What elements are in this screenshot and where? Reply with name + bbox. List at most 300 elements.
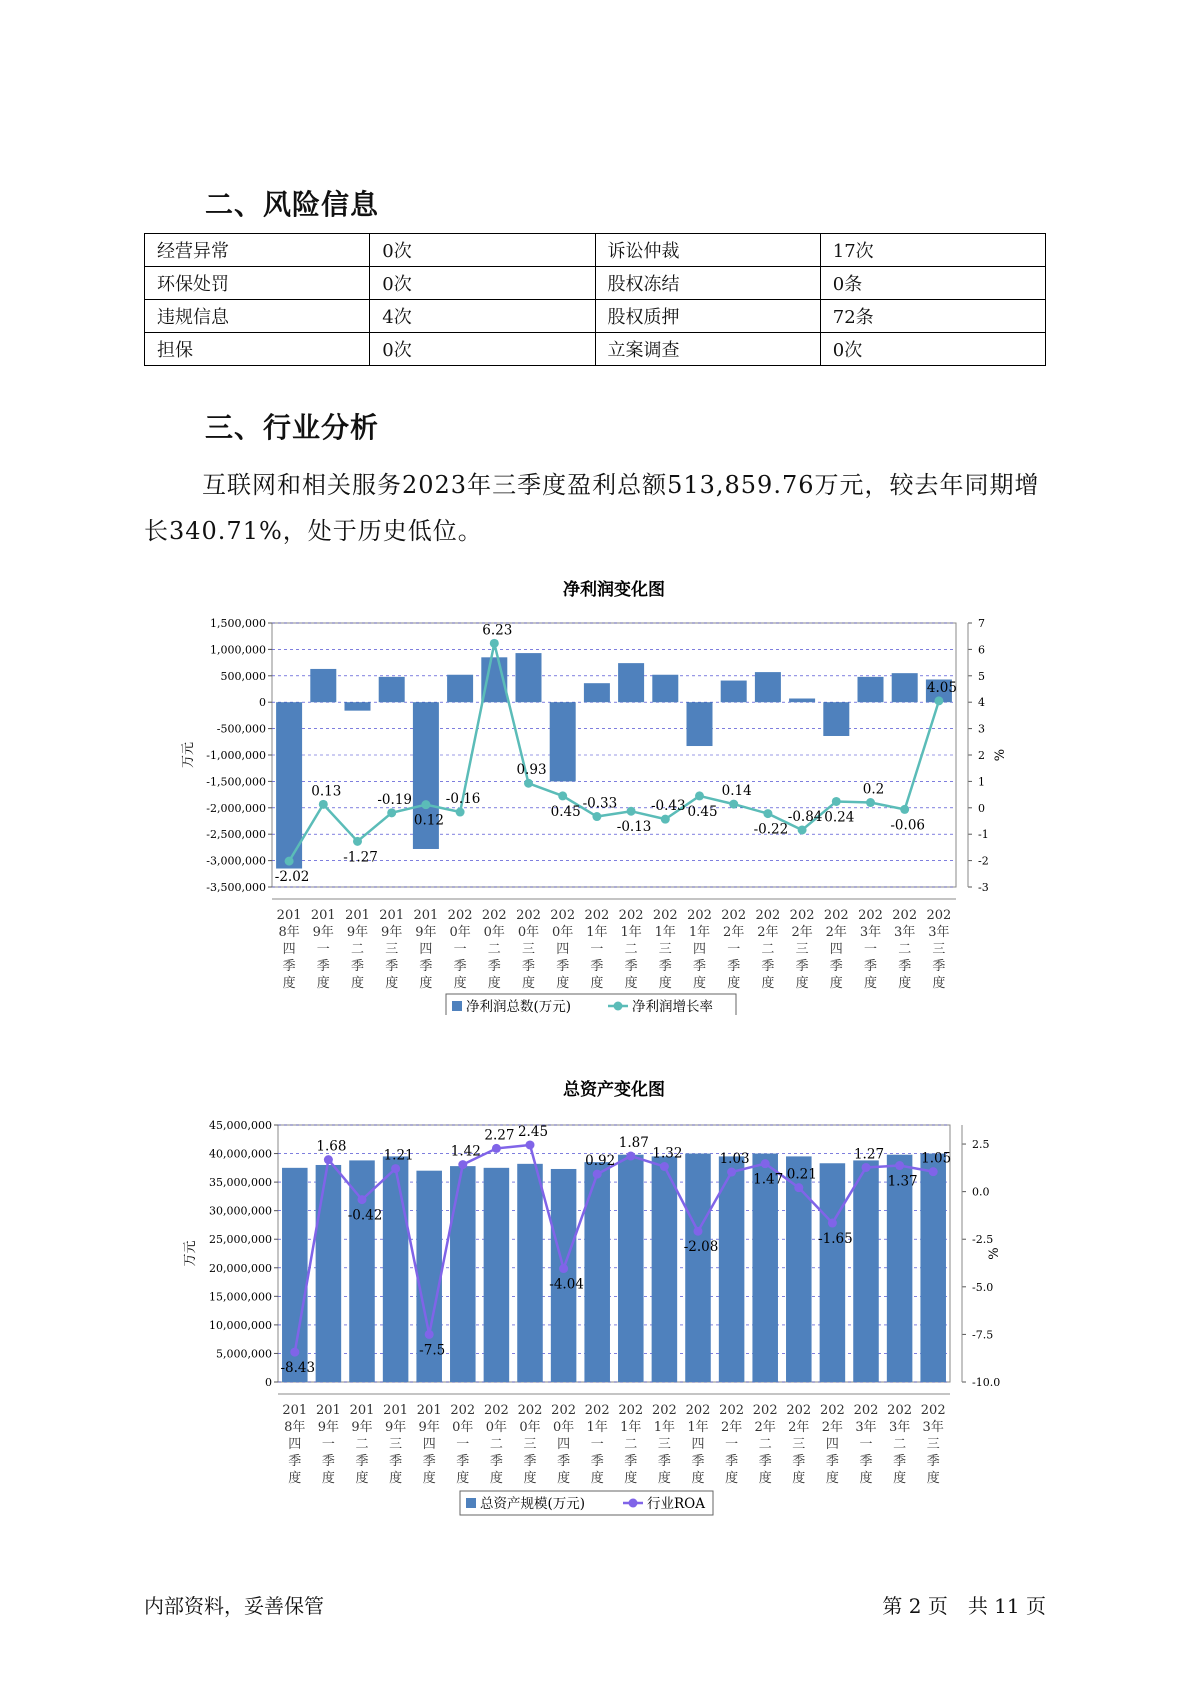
x-tick-label: 度 bbox=[926, 1471, 940, 1486]
line-point-17 bbox=[828, 1219, 837, 1228]
bar-18 bbox=[853, 1160, 879, 1382]
x-tick-label: 201 bbox=[315, 1403, 341, 1418]
x-tick-label: 0年 bbox=[485, 1420, 508, 1435]
y-tick-label: -500,000 bbox=[216, 722, 266, 736]
y-tick-label: -3,000,000 bbox=[206, 854, 266, 868]
x-tick-label: 二 bbox=[893, 1437, 907, 1452]
data-label: 6.23 bbox=[482, 622, 513, 639]
bar-10 bbox=[584, 683, 610, 702]
x-tick-label: 季 bbox=[859, 1454, 873, 1469]
x-tick-label: 0年 bbox=[552, 1420, 575, 1435]
x-tick-label: 度 bbox=[389, 1471, 403, 1486]
y2-tick-label: -10.0 bbox=[972, 1376, 1001, 1389]
risk-item-label: 环保处罚 bbox=[145, 267, 370, 300]
x-tick-label: 9年 bbox=[418, 1420, 440, 1435]
legend-line-label: 行业ROA bbox=[647, 1496, 705, 1512]
x-tick-label: 202 bbox=[450, 1403, 476, 1418]
y-axis-label: 万元 bbox=[183, 1240, 198, 1267]
x-tick-label: 202 bbox=[618, 1403, 644, 1418]
data-label: 0.45 bbox=[550, 803, 581, 820]
chart-title: 净利润变化图 bbox=[563, 580, 665, 600]
x-tick-label: 季 bbox=[691, 1454, 705, 1469]
x-tick-label: 度 bbox=[487, 976, 501, 991]
x-tick-label: 度 bbox=[453, 976, 467, 991]
y-tick-label: 0 bbox=[265, 1376, 272, 1389]
x-tick-label: 季 bbox=[893, 1454, 907, 1469]
x-tick-label: 201 bbox=[276, 908, 302, 923]
x-tick-label: 季 bbox=[419, 959, 433, 974]
y2-axis-label: % bbox=[987, 1247, 1002, 1260]
x-tick-label: 度 bbox=[795, 976, 809, 991]
bar-16 bbox=[789, 699, 815, 703]
x-tick-label: 度 bbox=[489, 1471, 503, 1486]
bar-11 bbox=[618, 663, 644, 702]
bar-8 bbox=[516, 653, 542, 702]
x-tick-label: 季 bbox=[456, 1454, 470, 1469]
data-label: 0.13 bbox=[311, 783, 342, 800]
x-tick-label: 季 bbox=[792, 1454, 806, 1469]
x-tick-label: 二 bbox=[489, 1437, 503, 1452]
x-tick-label: 202 bbox=[517, 1403, 543, 1418]
x-tick-label: 202 bbox=[920, 1403, 946, 1418]
line-point-18 bbox=[862, 1163, 871, 1172]
x-tick-label: 四 bbox=[419, 942, 433, 957]
x-tick-label: 度 bbox=[422, 1471, 436, 1486]
data-label: -0.33 bbox=[582, 795, 618, 812]
risk-item-label: 违规信息 bbox=[145, 300, 370, 333]
x-tick-label: 201 bbox=[416, 1403, 442, 1418]
risk-item-value: 0次 bbox=[370, 267, 595, 300]
x-tick-label: 度 bbox=[727, 976, 741, 991]
line-point-20 bbox=[934, 696, 943, 705]
x-tick-label: 季 bbox=[725, 1454, 739, 1469]
data-label: -0.42 bbox=[347, 1207, 383, 1224]
x-tick-label: 度 bbox=[691, 1471, 705, 1486]
x-tick-label: 202 bbox=[651, 1403, 677, 1418]
x-tick-label: 2年 bbox=[723, 925, 745, 940]
x-tick-label: 202 bbox=[719, 1403, 745, 1418]
data-label: 0.2 bbox=[862, 781, 885, 798]
x-tick-label: 季 bbox=[487, 959, 501, 974]
bar-6 bbox=[450, 1166, 476, 1382]
risk-item-value: 4次 bbox=[370, 300, 595, 333]
y-tick-label: -1,500,000 bbox=[206, 775, 266, 789]
data-label: 0.12 bbox=[413, 812, 444, 829]
data-label: -0.13 bbox=[616, 819, 652, 836]
y-tick-label: 1,500,000 bbox=[210, 617, 266, 630]
bar-9 bbox=[550, 702, 576, 781]
x-tick-label: 季 bbox=[658, 959, 672, 974]
y2-axis-label: % bbox=[993, 748, 1008, 762]
bar-20 bbox=[920, 1154, 946, 1382]
x-tick-label: 201 bbox=[383, 1403, 409, 1418]
x-tick-label: 202 bbox=[755, 908, 781, 923]
line-point-7 bbox=[490, 639, 499, 648]
line-point-1 bbox=[285, 857, 294, 866]
x-tick-label: 度 bbox=[521, 976, 536, 991]
y2-tick-label: 0.0 bbox=[972, 1185, 990, 1199]
x-tick-label: 二 bbox=[624, 1437, 638, 1452]
x-tick-label: 202 bbox=[687, 908, 712, 923]
x-tick-label: 季 bbox=[321, 1454, 335, 1469]
x-tick-label: 度 bbox=[288, 1471, 302, 1486]
x-tick-label: 2年 bbox=[754, 1420, 776, 1435]
x-tick-label: 2年 bbox=[821, 1420, 844, 1435]
y2-tick-label: 1 bbox=[978, 775, 985, 789]
x-tick-label: 3年 bbox=[928, 925, 950, 940]
bar-12 bbox=[652, 1156, 678, 1382]
data-label: 0.92 bbox=[585, 1153, 616, 1170]
line-point-12 bbox=[660, 1162, 669, 1171]
x-tick-label: 一 bbox=[453, 942, 467, 957]
y2-tick-label: -2 bbox=[978, 854, 989, 868]
line-point-2 bbox=[324, 1155, 333, 1164]
legend-bar-swatch bbox=[452, 1001, 462, 1011]
x-tick-label: 季 bbox=[932, 959, 946, 974]
y2-tick-label: 3 bbox=[978, 722, 985, 736]
x-tick-label: 1年 bbox=[688, 925, 711, 940]
bar-15 bbox=[755, 672, 781, 702]
legend-line-marker bbox=[614, 1002, 623, 1011]
x-tick-label: 度 bbox=[898, 976, 912, 991]
risk-info-table bbox=[144, 233, 1046, 366]
x-tick-label: 季 bbox=[829, 959, 843, 974]
x-tick-label: 季 bbox=[288, 1454, 302, 1469]
data-label: 1.03 bbox=[719, 1151, 750, 1168]
x-tick-label: 四 bbox=[825, 1437, 839, 1452]
line-point-18 bbox=[866, 798, 875, 807]
risk-item-value: 17次 bbox=[820, 234, 1045, 267]
x-tick-label: 202 bbox=[926, 908, 952, 923]
x-tick-label: 度 bbox=[385, 976, 399, 991]
x-tick-label: 季 bbox=[926, 1454, 940, 1469]
data-label: -0.19 bbox=[377, 791, 413, 808]
y2-tick-label: 2.5 bbox=[972, 1138, 990, 1152]
data-label: 4.05 bbox=[926, 679, 957, 696]
x-tick-label: 度 bbox=[456, 1471, 470, 1486]
industry-analysis-paragraph: 互联网和相关服务2023年三季度盈利总额513,859.76万元，较去年同期增长340.71%，处于历史低位。 bbox=[144, 471, 1040, 545]
data-label: 1.21 bbox=[383, 1147, 414, 1164]
line-point-19 bbox=[895, 1161, 904, 1170]
x-tick-label: 季 bbox=[692, 959, 707, 974]
data-label: 1.27 bbox=[853, 1146, 885, 1163]
line-point-4 bbox=[391, 1164, 400, 1173]
data-label: 0.93 bbox=[516, 762, 547, 779]
line-point-5 bbox=[425, 1330, 434, 1339]
y2-tick-label: 0 bbox=[978, 801, 985, 815]
x-tick-label: 度 bbox=[523, 1471, 537, 1486]
x-tick-label: 度 bbox=[624, 976, 638, 991]
y-tick-label: 10,000,000 bbox=[209, 1318, 272, 1332]
x-tick-label: 度 bbox=[792, 1471, 806, 1486]
x-tick-label: 度 bbox=[590, 976, 604, 991]
x-tick-label: 2年 bbox=[791, 925, 813, 940]
x-tick-label: 1年 bbox=[586, 1420, 608, 1435]
x-tick-label: 三 bbox=[795, 942, 809, 957]
x-tick-label: 四 bbox=[557, 1437, 571, 1452]
y2-tick-label: -7.5 bbox=[972, 1328, 994, 1342]
bar-15 bbox=[752, 1154, 778, 1382]
x-tick-label: 二 bbox=[624, 942, 638, 957]
y-tick-label: 20,000,000 bbox=[209, 1261, 272, 1275]
risk-table-row bbox=[145, 267, 1046, 300]
x-tick-label: 季 bbox=[422, 1454, 436, 1469]
line-point-4 bbox=[387, 808, 396, 817]
risk-item-label: 诉讼仲裁 bbox=[595, 234, 820, 267]
bar-6 bbox=[447, 675, 473, 702]
x-tick-label: 季 bbox=[282, 959, 296, 974]
x-tick-label: 度 bbox=[419, 976, 433, 991]
x-tick-label: 季 bbox=[350, 959, 365, 974]
x-tick-label: 202 bbox=[584, 1403, 610, 1418]
x-tick-label: 3年 bbox=[855, 1420, 877, 1435]
x-tick-label: 202 bbox=[685, 1403, 711, 1418]
data-label: -0.16 bbox=[445, 791, 481, 808]
data-label: 0.21 bbox=[786, 1166, 817, 1183]
x-tick-label: 0年 bbox=[483, 925, 505, 940]
risk-item-label: 股权冻结 bbox=[595, 267, 820, 300]
data-label: 2.27 bbox=[484, 1127, 515, 1144]
x-tick-label: 季 bbox=[898, 959, 912, 974]
x-tick-label: 202 bbox=[550, 908, 576, 923]
bar-9 bbox=[551, 1169, 577, 1382]
x-tick-label: 201 bbox=[379, 908, 405, 923]
x-tick-label: 202 bbox=[853, 1403, 879, 1418]
line-point-10 bbox=[592, 812, 601, 821]
x-tick-label: 季 bbox=[590, 959, 604, 974]
x-tick-label: 201 bbox=[349, 1403, 375, 1418]
line-point-17 bbox=[832, 797, 841, 806]
legend-line-label: 净利润增长率 bbox=[632, 999, 713, 1015]
x-tick-label: 度 bbox=[556, 976, 570, 991]
bar-17 bbox=[820, 1163, 846, 1382]
data-label: -7.5 bbox=[419, 1342, 446, 1359]
x-tick-label: 一 bbox=[590, 942, 604, 957]
x-tick-label: 度 bbox=[658, 976, 672, 991]
line-point-6 bbox=[458, 1160, 467, 1169]
line-point-9 bbox=[558, 791, 567, 800]
data-label: 1.32 bbox=[652, 1145, 683, 1162]
y-tick-label: 35,000,000 bbox=[209, 1176, 272, 1190]
x-tick-label: 四 bbox=[829, 942, 843, 957]
x-tick-label: 202 bbox=[516, 908, 541, 923]
x-tick-label: 一 bbox=[727, 942, 741, 957]
x-tick-label: 2年 bbox=[720, 1420, 743, 1435]
data-label: 0.45 bbox=[687, 803, 718, 820]
x-tick-label: 度 bbox=[657, 1471, 671, 1486]
legend-bar-label: 净利润总数(万元) bbox=[466, 999, 572, 1015]
x-tick-label: 3年 bbox=[859, 925, 882, 940]
x-tick-label: 202 bbox=[823, 908, 849, 923]
x-tick-label: 三 bbox=[926, 1437, 940, 1452]
risk-item-label: 立案调查 bbox=[595, 333, 820, 366]
section-title-industry: 三、行业分析 bbox=[205, 411, 380, 444]
total-assets-chart bbox=[144, 1075, 1044, 1525]
data-label: -0.06 bbox=[890, 817, 926, 834]
x-tick-label: 1年 bbox=[653, 1420, 676, 1435]
data-label: -2.02 bbox=[274, 869, 310, 886]
x-tick-label: 三 bbox=[385, 942, 399, 957]
y-tick-label: 1,000,000 bbox=[210, 643, 266, 657]
x-tick-label: 季 bbox=[556, 959, 570, 974]
bar-7 bbox=[484, 1168, 510, 1382]
y2-tick-label: -3 bbox=[978, 881, 989, 894]
bar-8 bbox=[517, 1164, 543, 1382]
line-point-6 bbox=[456, 808, 465, 817]
y-axis-label: 万元 bbox=[181, 741, 196, 769]
x-tick-label: 季 bbox=[590, 1454, 604, 1469]
x-tick-label: 三 bbox=[657, 1437, 671, 1452]
x-tick-label: 201 bbox=[310, 908, 336, 923]
x-tick-label: 9年 bbox=[351, 1420, 373, 1435]
line-point-16 bbox=[798, 825, 807, 834]
x-tick-label: 9年 bbox=[346, 925, 369, 940]
data-label: -1.27 bbox=[343, 849, 378, 866]
x-tick-label: 二 bbox=[487, 942, 501, 957]
data-label: 1.47 bbox=[753, 1171, 784, 1188]
line-point-7 bbox=[492, 1144, 501, 1153]
x-tick-label: 202 bbox=[652, 908, 678, 923]
x-tick-label: 0年 bbox=[452, 1420, 474, 1435]
x-tick-label: 度 bbox=[355, 1471, 369, 1486]
x-tick-label: 度 bbox=[624, 1471, 638, 1486]
line-point-1 bbox=[290, 1348, 299, 1357]
x-tick-label: 三 bbox=[932, 942, 946, 957]
x-tick-label: 季 bbox=[863, 959, 878, 974]
data-label: 2.45 bbox=[517, 1123, 549, 1140]
x-tick-label: 一 bbox=[863, 942, 878, 957]
x-tick-label: 度 bbox=[557, 1471, 571, 1486]
x-tick-label: 9年 bbox=[381, 925, 403, 940]
x-tick-label: 0年 bbox=[552, 925, 574, 940]
line-point-9 bbox=[559, 1264, 568, 1273]
x-tick-label: 季 bbox=[758, 1454, 772, 1469]
data-label: 1.42 bbox=[450, 1143, 481, 1160]
x-tick-label: 度 bbox=[761, 976, 775, 991]
legend-bar-label: 总资产规模(万元) bbox=[480, 1496, 586, 1512]
y-tick-label: -2,000,000 bbox=[206, 801, 266, 815]
x-tick-label: 3年 bbox=[888, 1420, 911, 1435]
x-tick-label: 202 bbox=[584, 908, 610, 923]
line-point-15 bbox=[761, 1159, 770, 1168]
risk-item-value: 0次 bbox=[820, 333, 1045, 366]
x-tick-label: 202 bbox=[819, 1403, 845, 1418]
line-point-16 bbox=[794, 1183, 803, 1192]
x-tick-label: 二 bbox=[761, 942, 775, 957]
x-tick-label: 四 bbox=[691, 1437, 705, 1452]
x-tick-label: 9年 bbox=[384, 1420, 407, 1435]
chart-title: 总资产变化图 bbox=[563, 1080, 665, 1100]
x-tick-label: 201 bbox=[345, 908, 370, 923]
bar-12 bbox=[652, 675, 678, 702]
x-tick-label: 四 bbox=[422, 1437, 436, 1452]
x-tick-label: 季 bbox=[557, 1454, 571, 1469]
y-tick-label: -3,500,000 bbox=[206, 881, 266, 894]
x-tick-label: 度 bbox=[350, 976, 365, 991]
x-tick-label: 202 bbox=[618, 908, 644, 923]
x-tick-label: 一 bbox=[456, 1437, 470, 1452]
x-tick-label: 1年 bbox=[586, 925, 608, 940]
x-tick-label: 季 bbox=[825, 1454, 839, 1469]
line-point-13 bbox=[695, 791, 704, 800]
x-tick-label: 季 bbox=[389, 1454, 403, 1469]
x-tick-label: 2年 bbox=[825, 925, 847, 940]
x-tick-label: 3年 bbox=[894, 925, 916, 940]
risk-item-label: 经营异常 bbox=[145, 234, 370, 267]
data-label: -2.08 bbox=[683, 1239, 719, 1256]
line-point-5 bbox=[421, 800, 430, 809]
data-label: -1.65 bbox=[818, 1231, 853, 1248]
x-tick-label: 度 bbox=[758, 1471, 772, 1486]
y-tick-label: 30,000,000 bbox=[209, 1204, 272, 1218]
x-tick-label: 202 bbox=[752, 1403, 778, 1418]
x-tick-label: 四 bbox=[288, 1437, 302, 1452]
x-tick-label: 一 bbox=[316, 942, 330, 957]
x-tick-label: 季 bbox=[355, 1454, 369, 1469]
line-point-8 bbox=[526, 1140, 535, 1149]
x-tick-label: 二 bbox=[758, 1437, 772, 1452]
x-tick-label: 季 bbox=[385, 959, 399, 974]
x-tick-label: 度 bbox=[825, 1471, 839, 1486]
y2-tick-label: 7 bbox=[978, 617, 985, 630]
x-tick-label: 季 bbox=[657, 1454, 671, 1469]
x-tick-label: 202 bbox=[858, 908, 883, 923]
y-tick-label: 45,000,000 bbox=[209, 1119, 272, 1132]
data-label: 0.24 bbox=[824, 809, 855, 826]
x-tick-label: 9年 bbox=[312, 925, 334, 940]
x-tick-label: 202 bbox=[447, 908, 473, 923]
x-tick-label: 9年 bbox=[317, 1420, 340, 1435]
x-tick-label: 202 bbox=[481, 908, 507, 923]
x-tick-label: 度 bbox=[692, 976, 707, 991]
data-label: -0.43 bbox=[650, 798, 686, 815]
x-tick-label: 季 bbox=[523, 1454, 537, 1469]
x-tick-label: 202 bbox=[786, 1403, 812, 1418]
y-tick-label: 0 bbox=[259, 696, 266, 710]
x-tick-label: 201 bbox=[413, 908, 439, 923]
x-tick-label: 202 bbox=[483, 1403, 509, 1418]
x-tick-label: 度 bbox=[725, 1471, 739, 1486]
footer-confidential-note: 内部资料，妥善保管 bbox=[144, 1594, 324, 1618]
data-label: 1.37 bbox=[887, 1173, 918, 1190]
bar-4 bbox=[383, 1156, 409, 1382]
x-tick-label: 四 bbox=[692, 942, 707, 957]
line-point-10 bbox=[593, 1170, 602, 1179]
x-tick-label: 8年 bbox=[284, 1420, 306, 1435]
x-tick-label: 0年 bbox=[519, 1420, 541, 1435]
risk-item-label: 担保 bbox=[145, 333, 370, 366]
x-tick-label: 季 bbox=[624, 959, 638, 974]
x-tick-label: 二 bbox=[355, 1437, 369, 1452]
x-tick-label: 季 bbox=[761, 959, 775, 974]
x-tick-label: 8年 bbox=[278, 925, 300, 940]
y-tick-label: 25,000,000 bbox=[209, 1233, 272, 1247]
section-title-risk: 二、风险信息 bbox=[205, 188, 380, 221]
bar-2 bbox=[316, 1165, 342, 1382]
y2-tick-label: -5.0 bbox=[972, 1280, 994, 1294]
y2-tick-label: 5 bbox=[978, 669, 985, 683]
x-tick-label: 一 bbox=[590, 1437, 604, 1452]
line-point-20 bbox=[929, 1167, 938, 1176]
x-tick-label: 三 bbox=[658, 942, 672, 957]
bar-13 bbox=[685, 1154, 711, 1382]
x-tick-label: 季 bbox=[453, 959, 467, 974]
y-tick-label: 40,000,000 bbox=[209, 1147, 272, 1161]
x-tick-label: 一 bbox=[725, 1437, 739, 1452]
data-label: -4.04 bbox=[549, 1276, 584, 1293]
bar-3 bbox=[345, 702, 371, 710]
x-tick-label: 0年 bbox=[449, 925, 471, 940]
